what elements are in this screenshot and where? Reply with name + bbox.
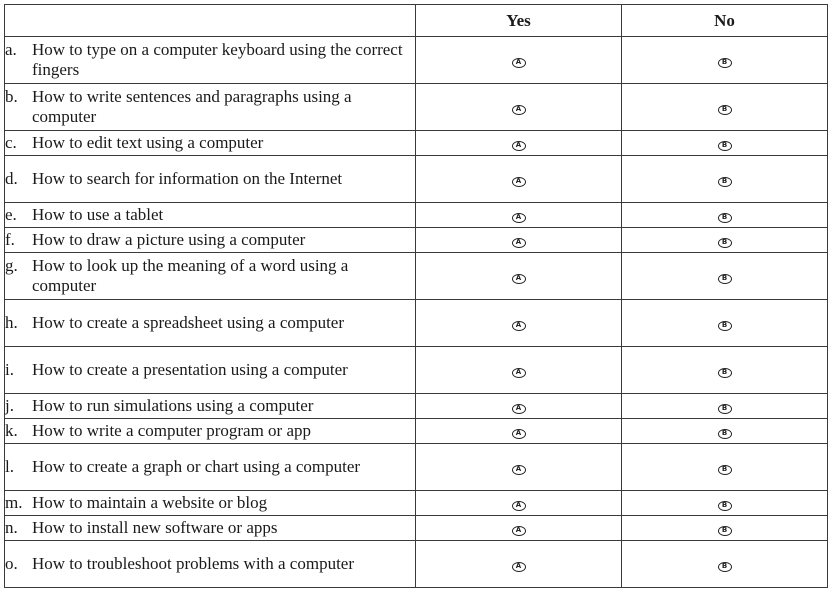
no-bubble[interactable]: B [718, 404, 732, 414]
item-letter: c. [5, 133, 17, 152]
yes-bubble[interactable]: A [512, 213, 526, 223]
item-letter: o. [5, 554, 18, 573]
no-cell [622, 541, 828, 588]
table-row [5, 300, 828, 347]
item-text: How to install new software or apps [32, 518, 278, 537]
no-cell [622, 131, 828, 156]
no-bubble[interactable]: B [718, 274, 732, 284]
yes-bubble[interactable]: A [512, 562, 526, 572]
no-bubble[interactable]: B [718, 213, 732, 223]
table-row [5, 491, 828, 516]
header-yes: Yes [416, 5, 622, 37]
item-cell [5, 444, 416, 491]
item-letter: f. [5, 230, 15, 249]
yes-bubble[interactable]: A [512, 105, 526, 115]
no-cell [622, 419, 828, 444]
item-text: How to create a spreadsheet using a computer [32, 313, 345, 332]
item-letter: h. [5, 313, 18, 332]
table-row [5, 516, 828, 541]
item-text: How to maintain a website or blog [32, 493, 268, 512]
item-letter: k. [5, 421, 18, 440]
header-row [5, 5, 828, 37]
no-cell [622, 203, 828, 228]
no-bubble[interactable]: B [718, 526, 732, 536]
item-text: How to create a presentation using a computer [32, 360, 348, 379]
item-cell [5, 516, 416, 541]
header-blank-cell [5, 5, 416, 37]
no-cell [622, 156, 828, 203]
no-bubble[interactable]: B [718, 141, 732, 151]
table-row [5, 203, 828, 228]
item-cell [5, 228, 416, 253]
yes-bubble[interactable]: A [512, 238, 526, 248]
no-cell [622, 84, 828, 131]
item-text: How to write sentences and paragraphs using a computer [32, 87, 352, 126]
no-bubble[interactable]: B [718, 501, 732, 511]
yes-cell [416, 253, 622, 300]
yes-bubble[interactable]: A [512, 177, 526, 187]
item-cell [5, 419, 416, 444]
item-text: How to draw a picture using a computer [32, 230, 306, 249]
yes-cell [416, 228, 622, 253]
item-letter: i. [5, 360, 14, 379]
yes-cell [416, 444, 622, 491]
table-row [5, 84, 828, 131]
no-bubble[interactable]: B [718, 562, 732, 572]
item-cell [5, 394, 416, 419]
yes-bubble[interactable]: A [512, 465, 526, 475]
item-letter: d. [5, 169, 18, 188]
item-text: How to run simulations using a computer [32, 396, 314, 415]
item-letter: n. [5, 518, 18, 537]
no-bubble[interactable]: B [718, 368, 732, 378]
yes-cell [416, 131, 622, 156]
yes-bubble[interactable]: A [512, 404, 526, 414]
yes-bubble[interactable]: A [512, 274, 526, 284]
item-text: How to look up the meaning of a word using a computer [32, 256, 349, 295]
item-letter: g. [5, 256, 18, 275]
no-cell [622, 516, 828, 541]
item-cell [5, 37, 416, 84]
no-cell [622, 347, 828, 394]
yes-cell [416, 541, 622, 588]
no-bubble[interactable]: B [718, 238, 732, 248]
table-row [5, 394, 828, 419]
table-row [5, 131, 828, 156]
item-text: How to troubleshoot problems with a computer [32, 554, 355, 573]
no-cell [622, 491, 828, 516]
no-cell [622, 444, 828, 491]
table-row [5, 444, 828, 491]
table-row [5, 156, 828, 203]
item-cell [5, 203, 416, 228]
yes-cell [416, 156, 622, 203]
no-cell [622, 300, 828, 347]
no-bubble[interactable]: B [718, 177, 732, 187]
item-text: How to edit text using a computer [32, 133, 264, 152]
yes-cell [416, 84, 622, 131]
survey-table [4, 4, 828, 588]
yes-bubble[interactable]: A [512, 368, 526, 378]
table-row [5, 37, 828, 84]
no-cell [622, 228, 828, 253]
item-cell [5, 156, 416, 203]
yes-bubble[interactable]: A [512, 58, 526, 68]
item-cell [5, 84, 416, 131]
no-cell [622, 394, 828, 419]
no-bubble[interactable]: B [718, 429, 732, 439]
item-letter: m. [5, 493, 23, 512]
yes-bubble[interactable]: A [512, 429, 526, 439]
table-row [5, 253, 828, 300]
yes-cell [416, 516, 622, 541]
item-text: How to search for information on the Internet [32, 169, 343, 188]
item-text: How to write a computer program or app [32, 421, 311, 440]
yes-cell [416, 37, 622, 84]
yes-bubble[interactable]: A [512, 141, 526, 151]
item-text: How to create a graph or chart using a computer [32, 457, 361, 476]
yes-cell [416, 203, 622, 228]
item-cell [5, 253, 416, 300]
item-cell [5, 491, 416, 516]
no-bubble[interactable]: B [718, 321, 732, 331]
item-cell [5, 300, 416, 347]
no-cell [622, 37, 828, 84]
yes-cell [416, 300, 622, 347]
yes-bubble[interactable]: A [512, 501, 526, 511]
yes-bubble[interactable]: A [512, 526, 526, 536]
no-bubble[interactable]: B [718, 465, 732, 475]
yes-cell [416, 419, 622, 444]
table-row [5, 541, 828, 588]
item-letter: a. [5, 40, 17, 59]
item-text: How to type on a computer keyboard using the correct fingers [32, 40, 403, 79]
no-cell [622, 253, 828, 300]
item-letter: l. [5, 457, 14, 476]
item-cell [5, 347, 416, 394]
no-bubble[interactable]: B [718, 58, 732, 68]
table-row [5, 228, 828, 253]
item-cell [5, 541, 416, 588]
yes-bubble[interactable]: A [512, 321, 526, 331]
yes-cell [416, 491, 622, 516]
item-letter: b. [5, 87, 18, 106]
table-row [5, 419, 828, 444]
item-text: How to use a tablet [32, 205, 164, 224]
item-cell [5, 131, 416, 156]
item-letter: j. [5, 396, 14, 415]
item-letter: e. [5, 205, 17, 224]
no-bubble[interactable]: B [718, 105, 732, 115]
yes-cell [416, 347, 622, 394]
yes-cell [416, 394, 622, 419]
header-no: No [622, 5, 828, 37]
table-row [5, 347, 828, 394]
